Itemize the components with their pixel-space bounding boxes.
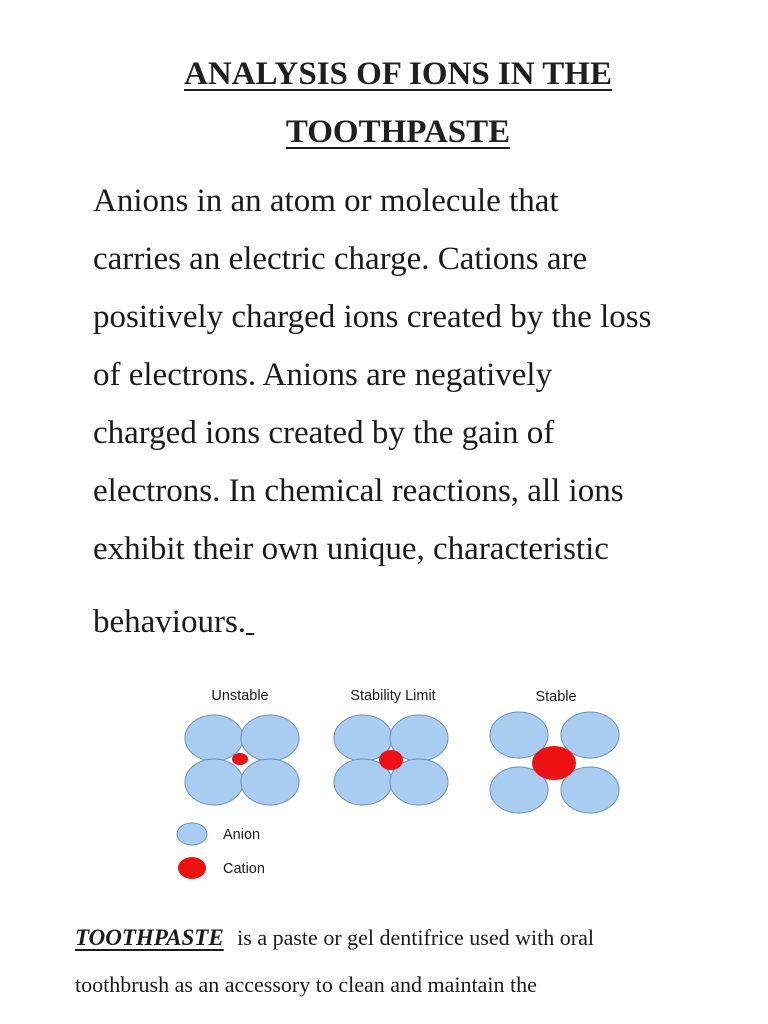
anion-circle — [241, 715, 299, 761]
toothpaste-definition-line-2: toothbrush as an accessory to clean and maintain the — [75, 972, 537, 997]
label-unstable: Unstable — [211, 688, 269, 704]
label-stability-limit: Stability Limit — [350, 688, 436, 704]
paragraph-line: electrons. In chemical reactions, all ions — [93, 473, 624, 509]
document-title-line-1: ANALYSIS OF IONS IN THE — [184, 56, 612, 92]
paragraph-line: carries an electric charge. Cations are — [93, 241, 588, 277]
toothpaste-definition-line-1 — [75, 925, 594, 951]
paragraph-line: charged ions created by the gain of — [93, 415, 555, 451]
toothpaste-definition-text: is a paste or gel dentifrice used with oral — [237, 925, 594, 950]
legend-cation-label: Cation — [223, 861, 265, 877]
unstable-group — [185, 688, 299, 805]
stable-group — [490, 689, 619, 813]
anion-circle — [185, 715, 243, 761]
stability-limit-group — [334, 688, 448, 805]
cation-dot — [532, 746, 576, 780]
label-stable: Stable — [535, 689, 577, 705]
legend-cation-swatch — [178, 857, 206, 879]
paragraph-line: positively charged ions created by the loss — [93, 299, 652, 335]
toothpaste-term: TOOTHPASTE — [75, 925, 224, 950]
paragraph-line: exhibit their own unique, characteristic — [93, 531, 609, 567]
document-title-line-2: TOOTHPASTE — [285, 114, 511, 150]
paragraph-line: of electrons. Anions are negatively — [93, 357, 553, 393]
anion-circle — [241, 759, 299, 805]
paragraph-line: Anions in an atom or molecule that — [93, 183, 559, 219]
legend-anion-label: Anion — [223, 827, 261, 843]
paragraph-line-last: behaviours. — [93, 604, 247, 640]
legend — [177, 823, 265, 879]
cation-dot — [379, 750, 403, 770]
legend-anion-swatch — [177, 823, 207, 845]
anion-circle — [185, 759, 243, 805]
cation-dot — [232, 753, 248, 765]
